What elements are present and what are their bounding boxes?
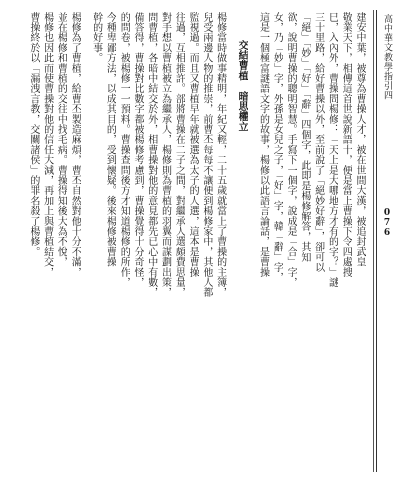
text-line: 今種卑鄙方法，以成其目的，受到懷疑。後來楊修被曹操 <box>104 12 116 267</box>
text-line: 這是一個極富謎語文字的故事，楊修以此語言論話，是曹操 <box>257 12 269 278</box>
header-rule-thin <box>373 10 374 472</box>
page-number: 076 <box>382 208 392 238</box>
text-line: 對手想以曹植被立為繼承人，楊修則為曹植的羽翼而謀劃出策， <box>159 12 171 298</box>
text-line: 楊修為了曹植，給曹丕製造麻煩，曹丕自然對他十分不滿， <box>69 12 81 278</box>
text-line: 女，乃「妙」字，外孫是女兒之子，「好」字，韓「辭」字， <box>271 12 283 283</box>
text-line: 三十里路，給好曹操以外，至前說了「絕妙好辭」，卻可以 <box>312 12 324 273</box>
paragraph-gap <box>81 12 89 468</box>
section-title: 交結曹植 暗思權立 <box>236 40 248 132</box>
paragraph-gap <box>248 12 256 468</box>
text-line: 「絕」「妙」「好」「辭」四個字，此即是楊修解答，其知 <box>298 12 310 263</box>
text-line: 的問卷，被楊修一一預料。曹操查問後方才知道楊修的所作， <box>118 12 130 288</box>
text-line: 敬業天下，相傳這首世說新語十，便是當上曹操下令四處搜 <box>340 12 352 278</box>
text-line: 建安中葉，被尊為曹操人才，被在世間大漢，被追封武皇 <box>354 12 365 267</box>
running-header: 高中華文教學指引四 <box>382 14 392 101</box>
text-line: 並在楊修和曹植的交往中找毛病。曹操得知後大為不悅， <box>55 12 67 267</box>
paragraph-gap <box>227 12 235 468</box>
text-line: 巳，入內外，曹操問楊修：「天上是大哪地方才有的字？」謎 <box>326 12 338 288</box>
text-line: 問曹植，各暗中結交於外，相曹操對他的意見都先已心中有數， <box>145 12 157 298</box>
text-line: 備答得，曹操對比數字都被楊修考慮到，曹操覺得十分奇怪， <box>131 12 143 288</box>
text-line: 幹的好事。 <box>90 12 102 63</box>
body-text <box>26 12 366 468</box>
text-line: 欲，說明曹操的聰明智慧。手寫下一個字，說成是「合」字， <box>285 12 297 288</box>
text-line: 兒受兩邊人物的推崇，前曹丕每每不讓便到楊修家中，其他人都 <box>200 12 212 298</box>
text-line: 監視過。而且又曹植早年就被選為太子的人選，這本是曹操 <box>187 12 199 278</box>
text-line: 楊修也因此而使曹操對他的信任大減，再加上與曹植結交， <box>41 12 53 278</box>
text-line: 往過，互相推許。部將曹操在二子之間，對繼承人選頗費思量， <box>173 12 185 298</box>
header-rule <box>376 10 377 472</box>
text-line: 楊修當時做事精明，年紀又輕，二十五歲就當上了曹操的主簿， <box>214 12 226 298</box>
text-line: 曹操終於以「漏洩言教，交關諸侯」的罪名殺了楊修。 <box>27 12 39 257</box>
